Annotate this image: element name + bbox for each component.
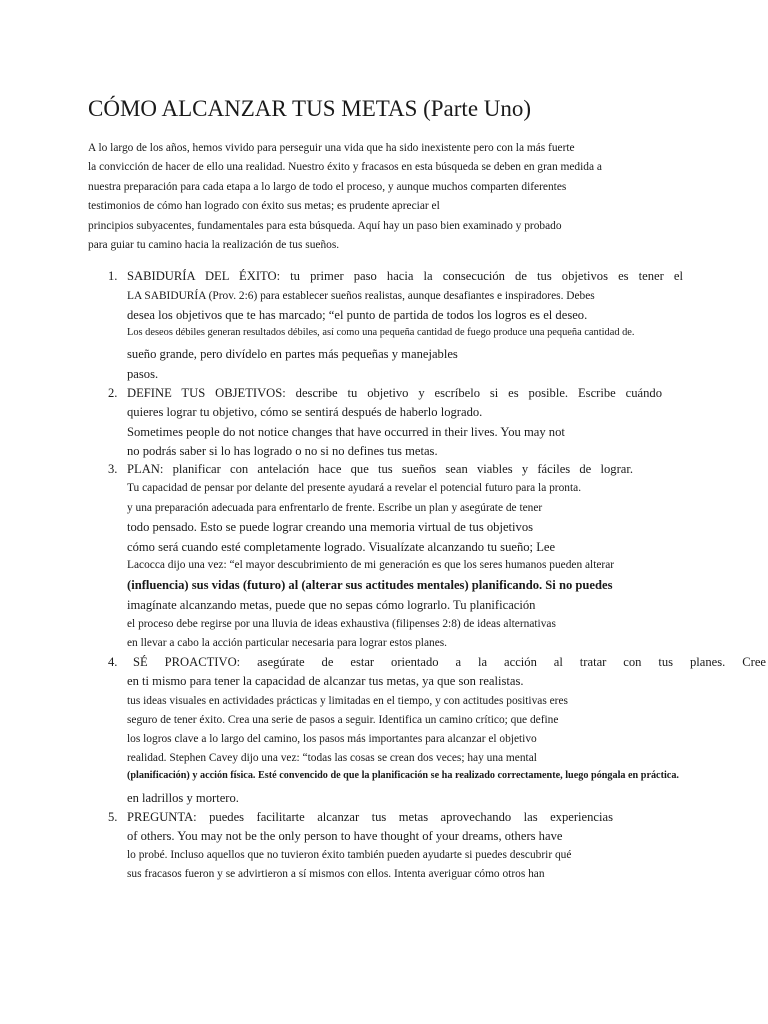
list-item-line: tus ideas visuales en actividades prácticas y limitadas en el tiempo, y con actitudes positivas eres [127, 695, 568, 707]
list-item-line: cómo será cuando esté completamente logrado. Visualízate alcanzando tu sueño; Lee [127, 540, 556, 554]
list-item-line: sueño grande, pero divídelo en partes más pequeñas y manejables [127, 347, 458, 361]
intro-line: la convicción de hacer de ello una realidad. Nuestro éxito y fracasos en esta búsqueda se deben en gran medida a [88, 161, 602, 173]
list-item-number: 3. [108, 462, 118, 476]
list-item-line: Los deseos débiles generan resultados débiles, así como una pequeña cantidad de fuego produce una pequeña cantidad de. [127, 327, 635, 338]
page-title: CÓMO ALCANZAR TUS METAS (Parte Uno) [88, 96, 532, 121]
list-item-line: el proceso debe regirse por una lluvia de ideas exhaustiva (filipenses 2:8) de ideas alternativas [127, 618, 556, 630]
list-item-line: Tu capacidad de pensar por delante del presente ayudará a revelar el potencial futuro para la pronta. [127, 482, 582, 494]
list-item-line: seguro de tener éxito. Crea una serie de pasos a seguir. Identifica un camino crítico; que define [127, 714, 559, 726]
list-item-line: Lacocca dijo una vez: “el mayor descubrimiento de mi generación es que los seres humanos pueden alterar [127, 559, 615, 571]
intro-line: nuestra preparación para cada etapa a lo largo de todo el proceso, y aunque muchos comparten diferentes [88, 181, 567, 193]
list-item-line: los logros clave a lo largo del camino, los pasos más importantes para alcanzar el objetivo [127, 733, 537, 745]
list-item-line: DEFINE TUS OBJETIVOS: describe tu objetivo y escríbelo si es posible. Escribe cuándo [127, 386, 662, 400]
list-item-line: (influencia) sus vidas (futuro) al (alterar sus actitudes mentales) planificando. Si no puedes [127, 578, 613, 592]
list-item-line: pasos. [127, 367, 159, 381]
list-item-line: of others. You may not be the only person to have thought of your dreams, others have [127, 829, 563, 843]
list-item-line: SÉ PROACTIVO: asegúrate de estar orientado a la acción al tratar con tus planes. Cree [133, 655, 766, 669]
list-item-line: realidad. Stephen Cavey dijo una vez: “todas las cosas se crean dos veces; hay una mental [127, 752, 537, 764]
list-item-line: en ti mismo para tener la capacidad de alcanzar tus metas, ya que son realistas. [127, 674, 524, 688]
list-item-line: lo probé. Incluso aquellos que no tuvieron éxito también pueden ayudarte si puedes descubrir qué [127, 849, 572, 861]
list-item-line: Sometimes people do not notice changes that have occurred in their lives. You may not [127, 425, 565, 439]
list-item-line: LA SABIDURÍA (Prov. 2:6) para establecer sueños realistas, aunque desafiantes e inspiradores. Debes [127, 290, 595, 302]
list-item-number: 4. [108, 655, 118, 669]
list-item-number: 1. [108, 269, 118, 283]
intro-line: para guiar tu camino hacia la realización de tus sueños. [88, 239, 340, 251]
intro-line: principios subyacentes, fundamentales para esta búsqueda. Aquí hay un paso bien examinado y probado [88, 220, 562, 232]
list-item-line: sus fracasos fueron y se advirtieron a sí mismos con ellos. Intenta averiguar cómo otros han [127, 868, 545, 880]
list-item-line: quieres lograr tu objetivo, cómo se sentirá después de haberlo logrado. [127, 405, 483, 419]
intro-line: A lo largo de los años, hemos vivido para perseguir una vida que ha sido inexistente pero con la más fuerte [88, 142, 575, 154]
list-item-line: PLAN: planificar con antelación hace que tus sueños sean viables y fáciles de lograr. [127, 462, 633, 476]
intro-line: testimonios de cómo han logrado con éxito sus metas; es prudente apreciar el [88, 200, 440, 212]
list-item-line: (planificación) y acción física. Esté convencido de que la planificación se ha realizado correctamente, luego póngala en práctica. [127, 770, 679, 781]
list-item-line: y una preparación adecuada para enfrentarlo de frente. Escribe un plan y asegúrate de tener [127, 502, 543, 514]
list-item-line: todo pensado. Esto se puede lograr creando una memoria virtual de tus objetivos [127, 520, 534, 534]
list-item-line: en ladrillos y mortero. [127, 791, 239, 805]
list-item-number: 5. [108, 810, 118, 824]
list-item-number: 2. [108, 386, 118, 400]
list-item-line: imagínate alcanzando metas, puede que no sepas cómo lograrlo. Tu planificación [127, 598, 536, 612]
list-item-line: en llevar a cabo la acción particular necesaria para lograr estos planes. [127, 637, 448, 649]
list-item-line: no podrás saber si lo has logrado o no si no defines tus metas. [127, 444, 438, 458]
list-item-line: PREGUNTA: puedes facilitarte alcanzar tus metas aprovechando las experiencias [127, 810, 613, 824]
list-item-line: desea los objetivos que te has marcado; “el punto de partida de todos los logros es el deseo. [127, 308, 588, 322]
list-item-line: SABIDURÍA DEL ÉXITO: tu primer paso hacia la consecución de tus objetivos es tener el [127, 269, 683, 283]
